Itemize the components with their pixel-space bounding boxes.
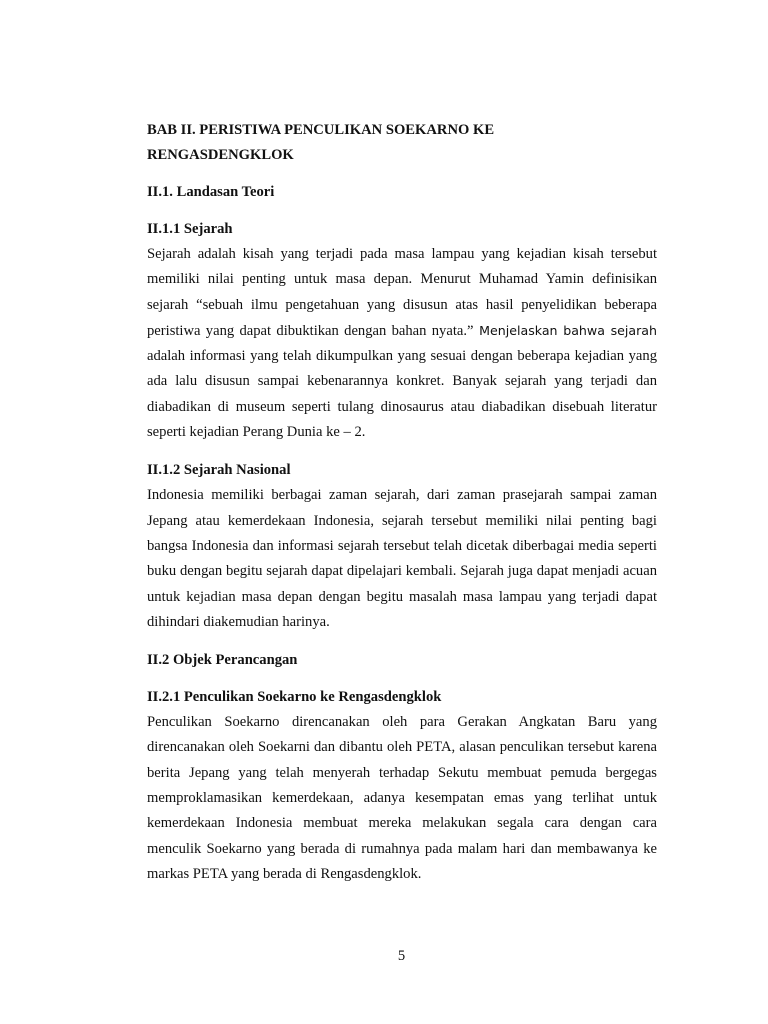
page-number: 5 xyxy=(397,948,406,964)
paragraph-sejarah xyxy=(147,242,657,445)
paragraph-sejarah-part-2: Menjelaskan bahwa sejarah xyxy=(473,322,657,338)
paragraph-sejarah-part-1: Sejarah adalah kisah yang terjadi pada masa lampau yang kejadian kisah tersebut memiliki nilai penting untuk masa depan. Menurut Muhamad Yamin definisikan sejarah “sebuah ilmu pengetahuan yang disusun atas hasil penyelidikan beberapa peristiwa yang dapat dibuktikan dengan bahan nyata.” xyxy=(147,246,657,339)
chapter-title-line-1: BAB II. PERISTIWA PENCULIKAN SOEKARNO KE xyxy=(147,122,495,138)
chapter-title-line-2: RENGASDENGKLOK xyxy=(147,147,294,163)
heading-sejarah-nasional: II.1.2 Sejarah Nasional xyxy=(147,462,291,479)
document-page xyxy=(147,118,657,887)
heading-penculikan: II.2.1 Penculikan Soekarno ke Rengasdengklok xyxy=(147,689,442,706)
heading-sejarah: II.1.1 Sejarah xyxy=(147,221,233,237)
heading-objek-perancangan: II.2 Objek Perancangan xyxy=(147,652,298,669)
paragraph-sejarah-part-3: adalah informasi yang telah dikumpulkan yang sesuai dengan beberapa kejadian yang ada lalu disusun sampai kebenarannya konkret. Banyak sejarah yang terjadi dan diabadikan di museum seperti tulang dinosaurus atau diabadikan disebuah literatur seperti kejadian Perang Dunia ke – 2. xyxy=(147,348,657,441)
paragraph-sejarah-nasional: Indonesia memiliki berbagai zaman sejarah, dari zaman prasejarah sampai zaman Jepang atau kemerdekaan Indonesia, sejarah tersebut memiliki nilai penting bagi bangsa Indonesia dan informasi sejarah tersebut telah dicetak diberbagai media seperti buku dengan begitu sejarah dapat dipelajari kembali. Sejarah juga dapat menjadi acuan untuk kejadian masa depan dengan begitu masalah masa lampau yang terjadi dapat dihindari diakemudian harinya. xyxy=(147,487,657,630)
heading-landasan-teori: II.1. Landasan Teori xyxy=(147,184,275,200)
paragraph-penculikan: Penculikan Soekarno direncanakan oleh para Gerakan Angkatan Baru yang direncanakan oleh Soekarni dan dibantu oleh PETA, alasan penculikan tersebut karena berita Jepang yang telah menyerah terhadap Sekutu membuat pemuda bergegas memproklamasikan kemerdekaan, adanya kesempatan emas yang terlihat untuk kemerdekaan Indonesia membuat mereka melakukan segala cara dengan cara menculik Soekarno yang berada di rumahnya pada malam hari dan membawanya ke markas PETA yang berada di Rengasdengklok. xyxy=(147,714,657,882)
